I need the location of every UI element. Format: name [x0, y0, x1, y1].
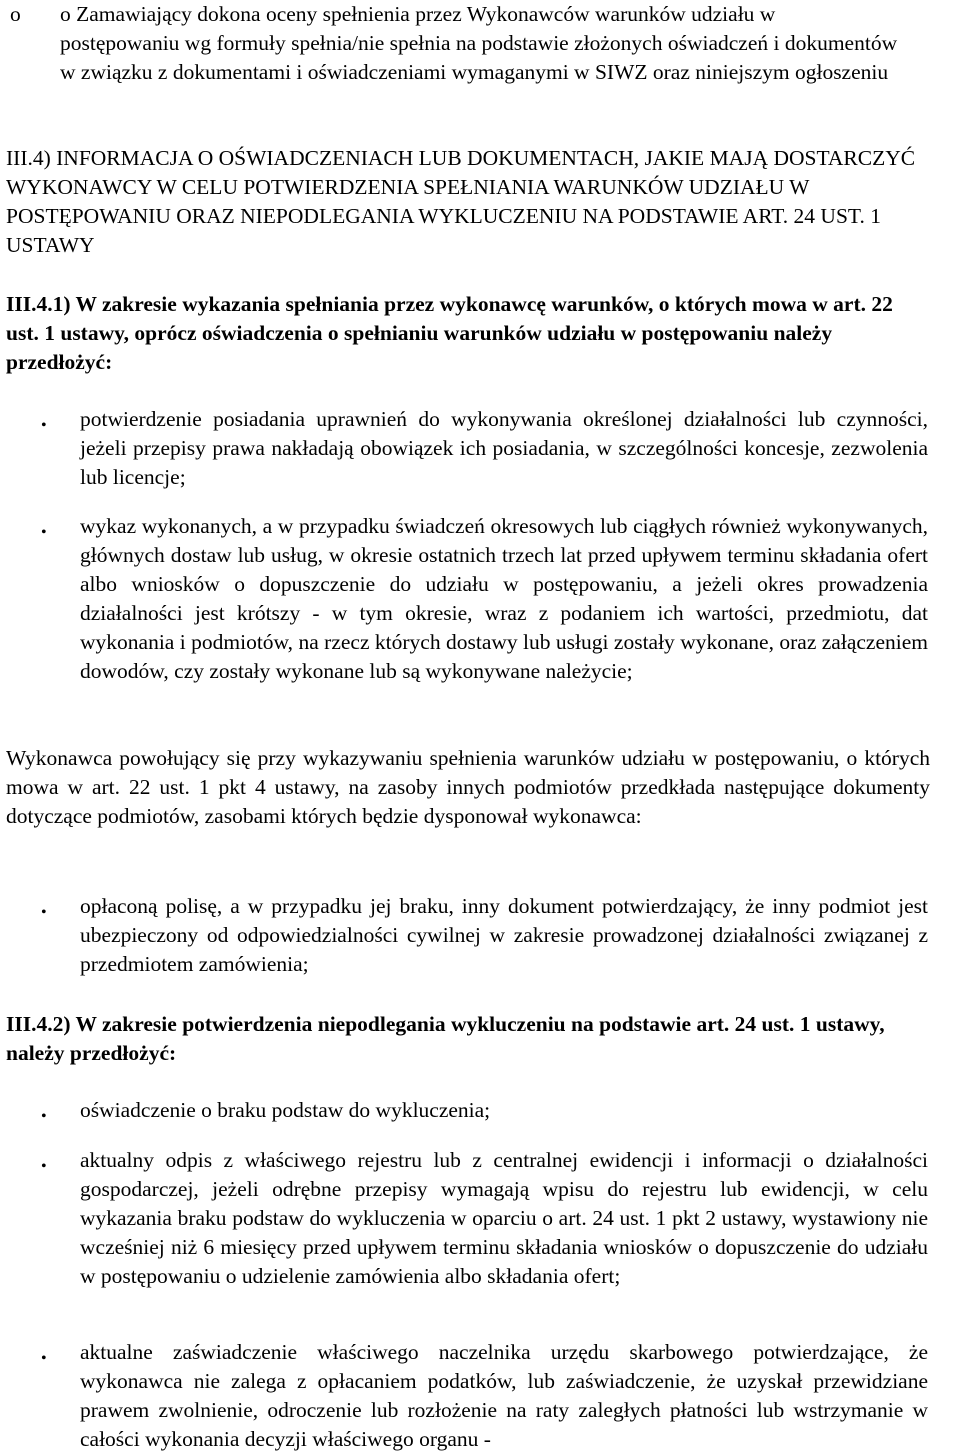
list-marker: o: [10, 2, 21, 26]
subsection-heading-1: III.4.1) W zakresie wykazania spełniania przez wykonawcę warunków, o których mowa w art. 22 ust. 1 ustawy, oprócz oświadczenia o spełnianiu warunków udziału w postępowaniu należy przedłożyć:: [6, 292, 893, 374]
section-heading: III.4) INFORMACJA O OŚWIADCZENIACH LUB DOKUMENTACH, JAKIE MAJĄ DOSTARCZYĆ WYKONAWCY W CELU POTWIERDZENIA SPEŁNIANIA WARUNKÓW UDZIAŁU W POSTĘPOWANIU ORAZ NIEPODLEGANIA WYKLUCZENIU NA PODSTAWIE ART. 24 UST. 1 USTAWY: [6, 146, 916, 257]
paragraph: Wykonawca powołujący się przy wykazywaniu spełnienia warunków udziału w postępowaniu, o których mowa w art. 22 ust. 1 pkt 4 ustawy, na zasoby innych podmiotów przedkłada następujące dokumenty dotyczące podmiotów, zasobami których będzie dysponował wykonawca:: [6, 746, 930, 828]
list-item-text: potwierdzenie posiadania uprawnień do wykonywania określonej działalności lub czynności, jeżeli przepisy prawa nakładają obowiązek ich posiadania, w szczególności koncesje, zezwolenia lub licencje;: [80, 407, 928, 489]
bullet-icon: •: [41, 1158, 47, 1175]
bullet-icon: •: [41, 1350, 47, 1367]
list-item-text: aktualne zaświadczenie właściwego naczelnika urzędu skarbowego potwierdzające, że wykonawca nie zalega z opłacaniem podatków, lub zaświadczenie, że uzyskał przewidziane prawem zwolnienie, odroczenie lub rozłożenie na raty zaległych płatności lub wstrzymanie w całości wykonania decyzji właściwego organu -: [80, 1340, 928, 1451]
intro-text: o Zamawiający dokona oceny spełnienia przez Wykonawców warunków udziału w postępowaniu wg formuły spełnia/nie spełnia na podstawie złożonych oświadczeń i dokumentów w związku z dokumentami i oświadczeniami wymaganymi w SIWZ oraz niniejszym ogłoszeniu: [60, 2, 898, 84]
list-item-text: opłaconą polisę, a w przypadku jej braku, inny dokument potwierdzający, że inny podmiot jest ubezpieczony od odpowiedzialności cywilnej w zakresie prowadzonej działalności związanej z przedmiotem zamówienia;: [80, 894, 928, 976]
subsection-heading-2: III.4.2) W zakresie potwierdzenia niepodlegania wykluczeniu na podstawie art. 24 ust. 1 ustawy, należy przedłożyć:: [6, 1012, 885, 1065]
bullet-icon: •: [41, 417, 47, 434]
bullet-icon: •: [41, 904, 47, 921]
list-item-text: oświadczenie o braku podstaw do wykluczenia;: [80, 1098, 491, 1122]
list-item-text: wykaz wykonanych, a w przypadku świadczeń okresowych lub ciągłych również wykonywanych, głównych dostaw lub usług, w okresie ostatnich trzech lat przed upływem terminu składania ofert albo wniosków o dopuszczenie do udziału w postępowaniu, a jeżeli okres prowadzenia działalności jest krótszy - w tym okresie, wraz z podaniem ich wartości, przedmiotu, dat wykonania i podmiotów, na rzecz których dostawy lub usługi zostały wykonane, oraz załączeniem dowodów, czy zostały wykonane lub są wykonywane należycie;: [80, 514, 928, 683]
list-item-text: aktualny odpis z właściwego rejestru lub z centralnej ewidencji i informacji o działalności gospodarczej, jeżeli odrębne przepisy wymagają wpisu do rejestru lub ewidencji, w celu wykazania braku podstaw do wykluczenia w oparciu o art. 24 ust. 1 pkt 2 ustawy, wystawiony nie wcześniej niż 6 miesięcy przed upływem terminu składania wniosków o dopuszczenie do udziału w postępowaniu o udzielenie zamówienia albo składania ofert;: [80, 1148, 928, 1288]
bullet-icon: •: [41, 524, 47, 541]
bullet-icon: •: [41, 1108, 47, 1125]
